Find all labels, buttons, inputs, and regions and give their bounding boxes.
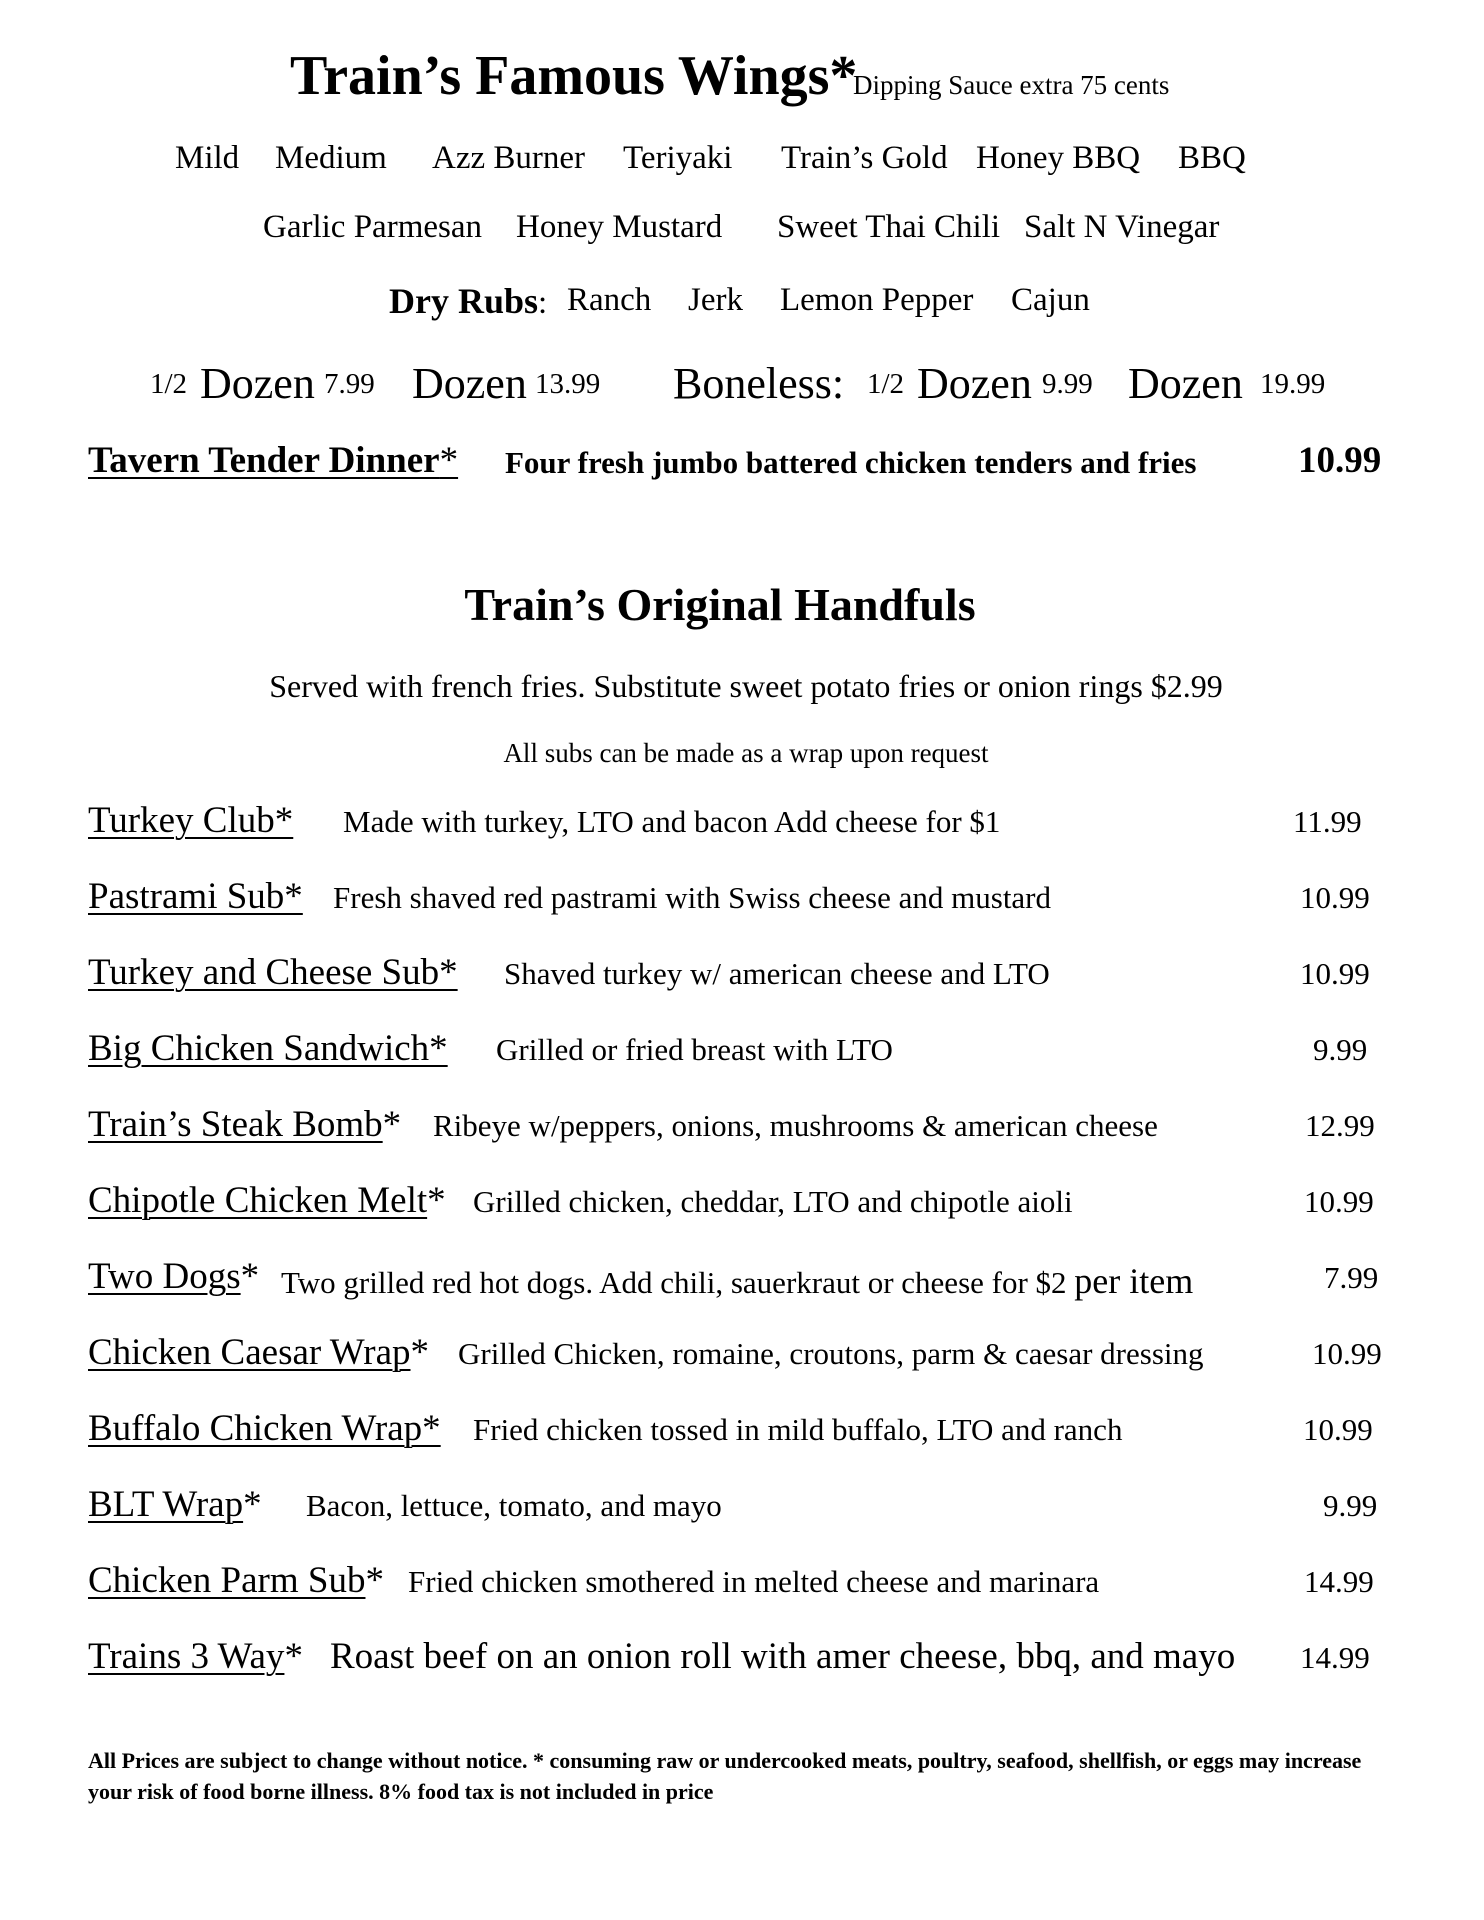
menu-item — [88, 951, 1388, 1001]
dipping-sauce-note: Dipping Sauce extra 75 cents — [853, 70, 1170, 100]
flavor-item: BBQ — [1178, 140, 1246, 176]
dozen-word: Dozen — [200, 359, 315, 408]
flavor-item: Mild — [175, 140, 240, 176]
item-price: 10.99 — [1312, 1336, 1382, 1371]
flavor-item: Honey BBQ — [976, 140, 1141, 176]
dry-rub-item: Lemon Pepper — [780, 282, 974, 318]
item-price: 14.99 — [1304, 1564, 1374, 1599]
dozen-word: Dozen — [1128, 359, 1243, 408]
item-name: Buffalo Chicken Wrap* — [88, 1408, 441, 1449]
menu-item — [88, 875, 1388, 925]
dozen-word: Dozen — [917, 359, 1032, 408]
menu-item — [88, 1027, 1388, 1077]
flavor-item: Medium — [275, 140, 387, 176]
item-desc: Grilled Chicken, romaine, croutons, parm & caesar dressing — [458, 1336, 1204, 1371]
item-desc: Two grilled red hot dogs. Add chili, sauerkraut or cheese for $2 per item — [281, 1261, 1194, 1301]
item-price: 11.99 — [1293, 804, 1362, 839]
menu-item — [88, 1179, 1388, 1229]
footer-disclaimer: All Prices are subject to change without notice. * consuming raw or undercooked meats, poultry, seafood, shellfish, or eggs may increase your risk of food borne illness. 8% food tax is not included in price — [88, 1748, 1362, 1804]
item-name: Chipotle Chicken Melt* — [88, 1180, 446, 1221]
menu-item — [88, 1635, 1388, 1685]
dozen-word: Dozen — [412, 359, 527, 408]
item-price: 10.99 — [1300, 956, 1370, 991]
item-price: 9.99 — [1313, 1032, 1368, 1067]
item-desc: Roast beef on an onion roll with amer cheese, bbq, and mayo — [330, 1636, 1236, 1677]
item-price: 14.99 — [1300, 1640, 1370, 1675]
boneless-dozen-price: 19.99 — [1260, 368, 1326, 400]
item-price: 10.99 — [1303, 1412, 1373, 1447]
item-name: BLT Wrap* — [88, 1484, 262, 1525]
flavor-item: Teriyaki — [623, 140, 733, 176]
half-word: 1/2 — [867, 368, 905, 400]
flavor-item: Sweet Thai Chili — [777, 209, 1001, 245]
item-desc: Made with turkey, LTO and bacon Add cheese for $1 — [343, 804, 1001, 839]
item-name: Train’s Steak Bomb* — [88, 1104, 402, 1145]
dry-rubs-label: Dry Rubs — [389, 281, 539, 321]
item-name: Pastrami Sub* — [88, 876, 303, 917]
tavern-desc: Four fresh jumbo battered chicken tenders and fries — [505, 445, 1197, 480]
handfuls-title: Train’s Original Handfuls — [464, 579, 976, 630]
item-price: 12.99 — [1305, 1108, 1375, 1143]
boneless-half-dozen-price: 9.99 — [1042, 368, 1093, 400]
menu-item — [88, 1103, 1388, 1153]
dry-rub-item: Cajun — [1011, 282, 1090, 318]
wrap-note: All subs can be made as a wrap upon request — [503, 738, 989, 768]
item-price: 10.99 — [1300, 880, 1370, 915]
item-name: Big Chicken Sandwich* — [88, 1028, 448, 1069]
flavor-item: Garlic Parmesan — [263, 209, 482, 245]
menu-item — [88, 1331, 1388, 1381]
item-name: Turkey Club* — [88, 800, 294, 841]
menu-item — [88, 1559, 1388, 1609]
wings-title: Train’s Famous Wings* — [290, 45, 858, 107]
item-name: Turkey and Cheese Sub* — [88, 952, 458, 993]
menu-item — [88, 1255, 1388, 1305]
item-name: Chicken Parm Sub* — [88, 1560, 384, 1601]
item-price: 10.99 — [1304, 1184, 1374, 1219]
flavor-item: Salt N Vinegar — [1024, 209, 1220, 245]
menu-item — [88, 1483, 1388, 1533]
boneless-label: Boneless: — [673, 359, 845, 408]
item-desc: Grilled chicken, cheddar, LTO and chipotle aioli — [473, 1184, 1073, 1219]
item-desc: Fried chicken smothered in melted cheese and marinara — [408, 1564, 1100, 1599]
dry-rub-item: Ranch — [567, 282, 652, 318]
tavern-price: 10.99 — [1298, 440, 1382, 481]
dry-rub-item: Jerk — [688, 282, 743, 318]
item-desc: Fresh shaved red pastrami with Swiss cheese and mustard — [333, 880, 1052, 915]
flavor-item: Honey Mustard — [516, 209, 723, 245]
wing-prices-row — [0, 358, 1484, 408]
menu-item — [88, 1407, 1388, 1457]
item-name: Two Dogs* — [88, 1256, 260, 1297]
flavor-item: Azz Burner — [432, 140, 586, 176]
item-desc: Shaved turkey w/ american cheese and LTO — [504, 956, 1050, 991]
item-desc: Bacon, lettuce, tomato, and mayo — [306, 1488, 722, 1523]
item-price: 9.99 — [1323, 1488, 1378, 1523]
item-name: Trains 3 Way* — [88, 1636, 303, 1677]
flavors-row-1 — [0, 140, 1484, 180]
tavern-name: Tavern Tender Dinner* — [88, 440, 459, 481]
flavor-item: Train’s Gold — [781, 140, 948, 176]
item-price: 7.99 — [1324, 1260, 1379, 1295]
half-word: 1/2 — [150, 368, 188, 400]
item-desc: Grilled or fried breast with LTO — [496, 1032, 893, 1067]
item-desc: Fried chicken tossed in mild buffalo, LTO and ranch — [473, 1412, 1123, 1447]
item-name: Chicken Caesar Wrap* — [88, 1332, 429, 1373]
tavern-tender-row — [0, 440, 1484, 487]
dozen-price: 13.99 — [535, 368, 601, 400]
half-dozen-price: 7.99 — [324, 368, 375, 400]
dry-rubs-row: Dry Rubs: Ranch Jerk Lemon Pepper Cajun — [389, 281, 1090, 321]
menu-item — [88, 799, 1388, 849]
flavors-row-2 — [0, 209, 1484, 249]
item-desc: Ribeye w/peppers, onions, mushrooms & american cheese — [433, 1108, 1158, 1143]
handfuls-subtitle: Served with french fries. Substitute sweet potato fries or onion rings $2.99 — [269, 668, 1223, 704]
